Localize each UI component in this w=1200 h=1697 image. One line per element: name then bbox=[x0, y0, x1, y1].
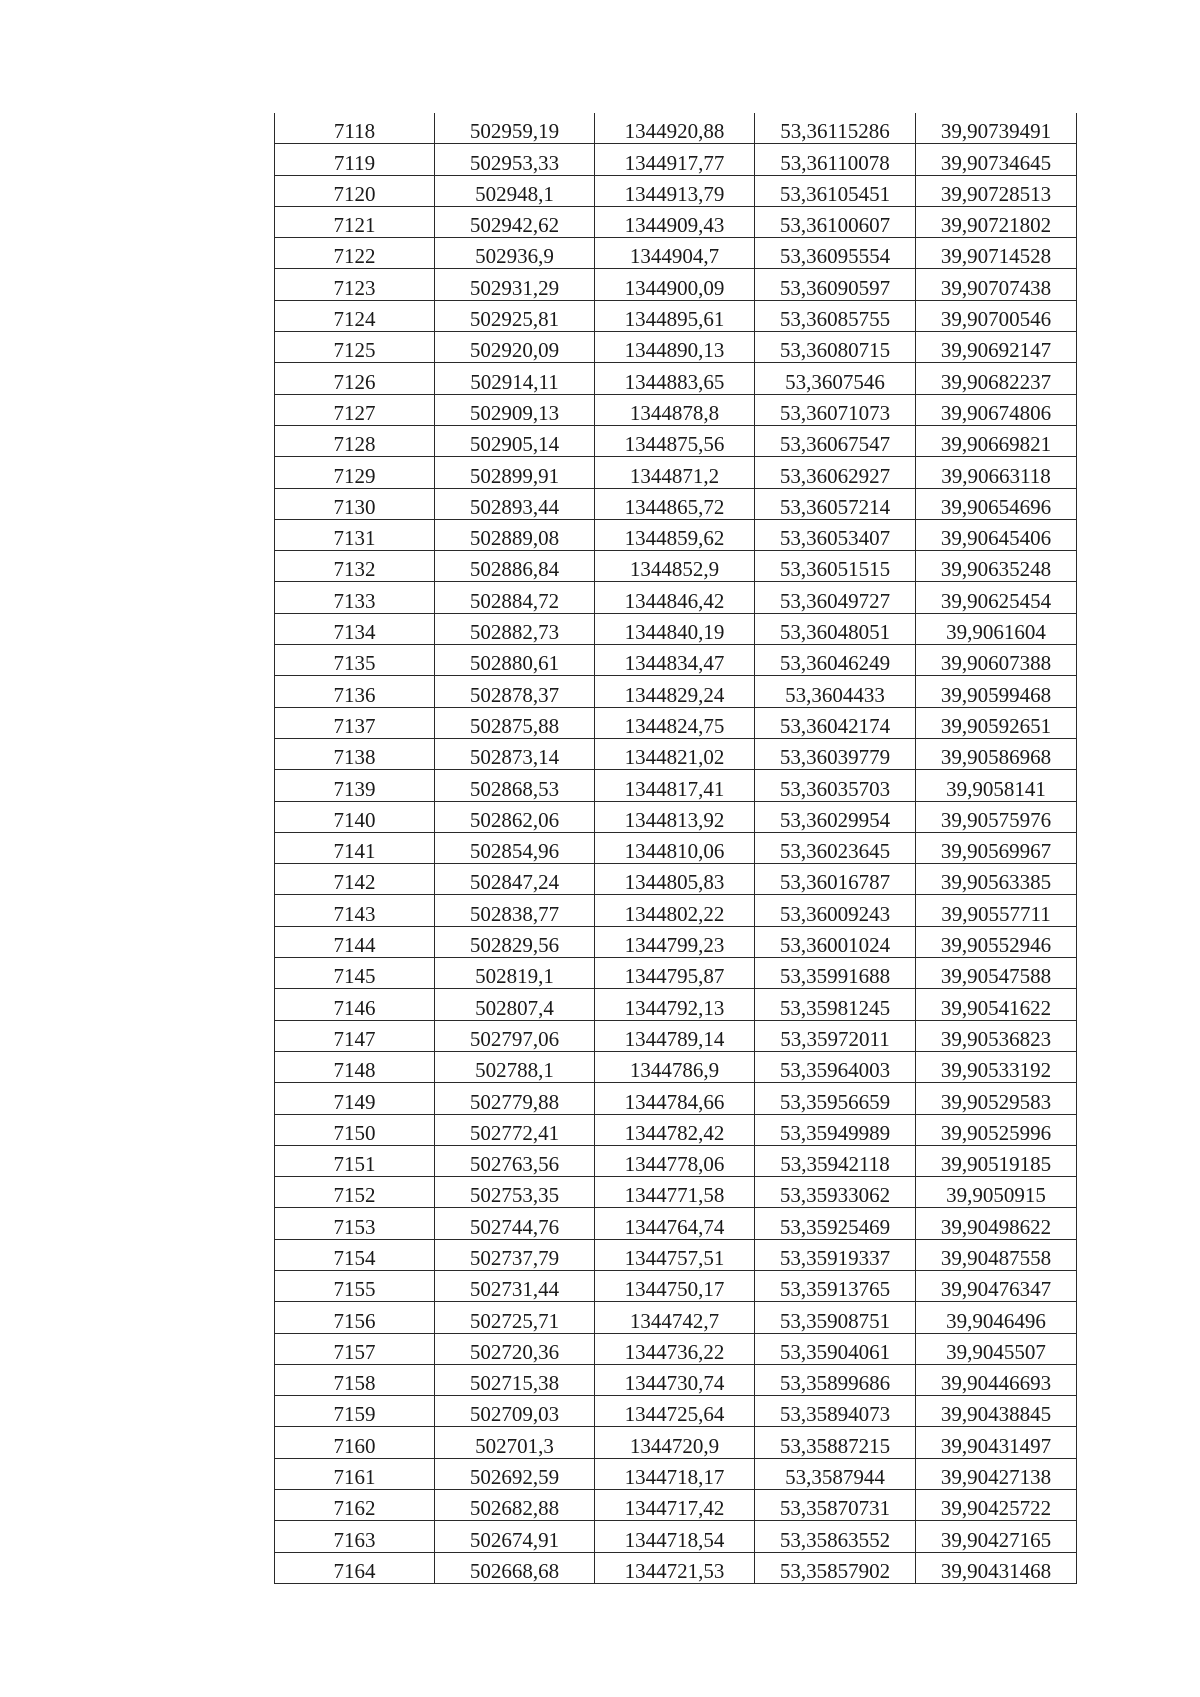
longitude-cell: 39,90519185 bbox=[916, 1145, 1077, 1176]
y-coordinate-cell: 1344878,8 bbox=[595, 394, 755, 425]
x-coordinate-cell: 502692,59 bbox=[435, 1458, 595, 1489]
y-coordinate-cell: 1344805,83 bbox=[595, 864, 755, 895]
point-number-cell: 7139 bbox=[275, 770, 435, 801]
point-number-cell: 7161 bbox=[275, 1458, 435, 1489]
x-coordinate-cell: 502884,72 bbox=[435, 582, 595, 613]
point-number-cell: 7151 bbox=[275, 1145, 435, 1176]
longitude-cell: 39,90536823 bbox=[916, 1020, 1077, 1051]
latitude-cell: 53,36051515 bbox=[755, 551, 916, 582]
table-row bbox=[275, 519, 1077, 550]
longitude-cell: 39,90525996 bbox=[916, 1114, 1077, 1145]
latitude-cell: 53,35870731 bbox=[755, 1490, 916, 1521]
x-coordinate-cell: 502682,88 bbox=[435, 1490, 595, 1521]
longitude-cell: 39,90438845 bbox=[916, 1396, 1077, 1427]
longitude-cell: 39,90476347 bbox=[916, 1270, 1077, 1301]
x-coordinate-cell: 502875,88 bbox=[435, 707, 595, 738]
y-coordinate-cell: 1344718,17 bbox=[595, 1458, 755, 1489]
table-row bbox=[275, 958, 1077, 989]
latitude-cell: 53,36090597 bbox=[755, 269, 916, 300]
table-row bbox=[275, 801, 1077, 832]
latitude-cell: 53,35904061 bbox=[755, 1333, 916, 1364]
point-number-cell: 7140 bbox=[275, 801, 435, 832]
latitude-cell: 53,36053407 bbox=[755, 519, 916, 550]
table-row bbox=[275, 1302, 1077, 1333]
y-coordinate-cell: 1344771,58 bbox=[595, 1177, 755, 1208]
y-coordinate-cell: 1344730,74 bbox=[595, 1364, 755, 1395]
y-coordinate-cell: 1344799,23 bbox=[595, 926, 755, 957]
y-coordinate-cell: 1344846,42 bbox=[595, 582, 755, 613]
y-coordinate-cell: 1344920,88 bbox=[595, 113, 755, 144]
latitude-cell: 53,35899686 bbox=[755, 1364, 916, 1395]
x-coordinate-cell: 502720,36 bbox=[435, 1333, 595, 1364]
table-row bbox=[275, 1552, 1077, 1583]
table-row bbox=[275, 582, 1077, 613]
x-coordinate-cell: 502737,79 bbox=[435, 1239, 595, 1270]
y-coordinate-cell: 1344900,09 bbox=[595, 269, 755, 300]
x-coordinate-cell: 502880,61 bbox=[435, 645, 595, 676]
x-coordinate-cell: 502953,33 bbox=[435, 144, 595, 175]
x-coordinate-cell: 502909,13 bbox=[435, 394, 595, 425]
table-row bbox=[275, 926, 1077, 957]
longitude-cell: 39,9050915 bbox=[916, 1177, 1077, 1208]
table-row bbox=[275, 1083, 1077, 1114]
longitude-cell: 39,90682237 bbox=[916, 363, 1077, 394]
table-row bbox=[275, 144, 1077, 175]
point-number-cell: 7136 bbox=[275, 676, 435, 707]
point-number-cell: 7157 bbox=[275, 1333, 435, 1364]
x-coordinate-cell: 502725,71 bbox=[435, 1302, 595, 1333]
point-number-cell: 7144 bbox=[275, 926, 435, 957]
x-coordinate-cell: 502788,1 bbox=[435, 1051, 595, 1082]
table-row bbox=[275, 1333, 1077, 1364]
y-coordinate-cell: 1344829,24 bbox=[595, 676, 755, 707]
y-coordinate-cell: 1344883,65 bbox=[595, 363, 755, 394]
point-number-cell: 7128 bbox=[275, 425, 435, 456]
table-row bbox=[275, 363, 1077, 394]
x-coordinate-cell: 502931,29 bbox=[435, 269, 595, 300]
longitude-cell: 39,90427138 bbox=[916, 1458, 1077, 1489]
latitude-cell: 53,35942118 bbox=[755, 1145, 916, 1176]
point-number-cell: 7129 bbox=[275, 457, 435, 488]
table-row bbox=[275, 206, 1077, 237]
longitude-cell: 39,90586968 bbox=[916, 738, 1077, 769]
x-coordinate-cell: 502668,68 bbox=[435, 1552, 595, 1583]
longitude-cell: 39,90498622 bbox=[916, 1208, 1077, 1239]
longitude-cell: 39,90541622 bbox=[916, 989, 1077, 1020]
table-row bbox=[275, 676, 1077, 707]
point-number-cell: 7163 bbox=[275, 1521, 435, 1552]
x-coordinate-cell: 502772,41 bbox=[435, 1114, 595, 1145]
latitude-cell: 53,35964003 bbox=[755, 1051, 916, 1082]
x-coordinate-cell: 502731,44 bbox=[435, 1270, 595, 1301]
x-coordinate-cell: 502797,06 bbox=[435, 1020, 595, 1051]
latitude-cell: 53,36016787 bbox=[755, 864, 916, 895]
longitude-cell: 39,90425722 bbox=[916, 1490, 1077, 1521]
x-coordinate-cell: 502959,19 bbox=[435, 113, 595, 144]
table-row bbox=[275, 425, 1077, 456]
y-coordinate-cell: 1344913,79 bbox=[595, 175, 755, 206]
longitude-cell: 39,90635248 bbox=[916, 551, 1077, 582]
longitude-cell: 39,90654696 bbox=[916, 488, 1077, 519]
y-coordinate-cell: 1344840,19 bbox=[595, 613, 755, 644]
latitude-cell: 53,36049727 bbox=[755, 582, 916, 613]
point-number-cell: 7155 bbox=[275, 1270, 435, 1301]
y-coordinate-cell: 1344909,43 bbox=[595, 206, 755, 237]
x-coordinate-cell: 502948,1 bbox=[435, 175, 595, 206]
longitude-cell: 39,90487558 bbox=[916, 1239, 1077, 1270]
longitude-cell: 39,90728513 bbox=[916, 175, 1077, 206]
coordinates-table-body bbox=[275, 113, 1077, 1583]
x-coordinate-cell: 502807,4 bbox=[435, 989, 595, 1020]
latitude-cell: 53,35913765 bbox=[755, 1270, 916, 1301]
latitude-cell: 53,36009243 bbox=[755, 895, 916, 926]
y-coordinate-cell: 1344802,22 bbox=[595, 895, 755, 926]
point-number-cell: 7149 bbox=[275, 1083, 435, 1114]
table-row bbox=[275, 300, 1077, 331]
longitude-cell: 39,90552946 bbox=[916, 926, 1077, 957]
latitude-cell: 53,35919337 bbox=[755, 1239, 916, 1270]
table-row bbox=[275, 551, 1077, 582]
longitude-cell: 39,90431497 bbox=[916, 1427, 1077, 1458]
latitude-cell: 53,36085755 bbox=[755, 300, 916, 331]
latitude-cell: 53,36057214 bbox=[755, 488, 916, 519]
table-row bbox=[275, 113, 1077, 144]
latitude-cell: 53,36080715 bbox=[755, 332, 916, 363]
latitude-cell: 53,35925469 bbox=[755, 1208, 916, 1239]
y-coordinate-cell: 1344875,56 bbox=[595, 425, 755, 456]
point-number-cell: 7154 bbox=[275, 1239, 435, 1270]
point-number-cell: 7143 bbox=[275, 895, 435, 926]
x-coordinate-cell: 502854,96 bbox=[435, 832, 595, 863]
table-row bbox=[275, 1239, 1077, 1270]
y-coordinate-cell: 1344813,92 bbox=[595, 801, 755, 832]
y-coordinate-cell: 1344757,51 bbox=[595, 1239, 755, 1270]
point-number-cell: 7158 bbox=[275, 1364, 435, 1395]
x-coordinate-cell: 502709,03 bbox=[435, 1396, 595, 1427]
point-number-cell: 7132 bbox=[275, 551, 435, 582]
point-number-cell: 7156 bbox=[275, 1302, 435, 1333]
table-row bbox=[275, 1270, 1077, 1301]
table-row bbox=[275, 394, 1077, 425]
latitude-cell: 53,36062927 bbox=[755, 457, 916, 488]
table-row bbox=[275, 1396, 1077, 1427]
y-coordinate-cell: 1344834,47 bbox=[595, 645, 755, 676]
x-coordinate-cell: 502936,9 bbox=[435, 238, 595, 269]
longitude-cell: 39,9058141 bbox=[916, 770, 1077, 801]
x-coordinate-cell: 502701,3 bbox=[435, 1427, 595, 1458]
y-coordinate-cell: 1344789,14 bbox=[595, 1020, 755, 1051]
latitude-cell: 53,35857902 bbox=[755, 1552, 916, 1583]
x-coordinate-cell: 502868,53 bbox=[435, 770, 595, 801]
longitude-cell: 39,90599468 bbox=[916, 676, 1077, 707]
point-number-cell: 7123 bbox=[275, 269, 435, 300]
point-number-cell: 7134 bbox=[275, 613, 435, 644]
table-row bbox=[275, 1427, 1077, 1458]
x-coordinate-cell: 502838,77 bbox=[435, 895, 595, 926]
longitude-cell: 39,90592651 bbox=[916, 707, 1077, 738]
latitude-cell: 53,36110078 bbox=[755, 144, 916, 175]
table-row bbox=[275, 707, 1077, 738]
point-number-cell: 7120 bbox=[275, 175, 435, 206]
table-row bbox=[275, 238, 1077, 269]
longitude-cell: 39,90446693 bbox=[916, 1364, 1077, 1395]
longitude-cell: 39,90625454 bbox=[916, 582, 1077, 613]
latitude-cell: 53,36035703 bbox=[755, 770, 916, 801]
table-row bbox=[275, 332, 1077, 363]
point-number-cell: 7125 bbox=[275, 332, 435, 363]
x-coordinate-cell: 502763,56 bbox=[435, 1145, 595, 1176]
x-coordinate-cell: 502920,09 bbox=[435, 332, 595, 363]
x-coordinate-cell: 502753,35 bbox=[435, 1177, 595, 1208]
table-row bbox=[275, 1490, 1077, 1521]
point-number-cell: 7131 bbox=[275, 519, 435, 550]
table-row bbox=[275, 269, 1077, 300]
latitude-cell: 53,36039779 bbox=[755, 738, 916, 769]
point-number-cell: 7160 bbox=[275, 1427, 435, 1458]
point-number-cell: 7127 bbox=[275, 394, 435, 425]
y-coordinate-cell: 1344890,13 bbox=[595, 332, 755, 363]
y-coordinate-cell: 1344852,9 bbox=[595, 551, 755, 582]
point-number-cell: 7150 bbox=[275, 1114, 435, 1145]
x-coordinate-cell: 502914,11 bbox=[435, 363, 595, 394]
table-row bbox=[275, 1521, 1077, 1552]
longitude-cell: 39,90721802 bbox=[916, 206, 1077, 237]
y-coordinate-cell: 1344795,87 bbox=[595, 958, 755, 989]
x-coordinate-cell: 502847,24 bbox=[435, 864, 595, 895]
longitude-cell: 39,90557711 bbox=[916, 895, 1077, 926]
longitude-cell: 39,9061604 bbox=[916, 613, 1077, 644]
latitude-cell: 53,36042174 bbox=[755, 707, 916, 738]
point-number-cell: 7124 bbox=[275, 300, 435, 331]
longitude-cell: 39,90645406 bbox=[916, 519, 1077, 550]
latitude-cell: 53,35991688 bbox=[755, 958, 916, 989]
point-number-cell: 7119 bbox=[275, 144, 435, 175]
longitude-cell: 39,90607388 bbox=[916, 645, 1077, 676]
longitude-cell: 39,90674806 bbox=[916, 394, 1077, 425]
x-coordinate-cell: 502942,62 bbox=[435, 206, 595, 237]
latitude-cell: 53,36029954 bbox=[755, 801, 916, 832]
point-number-cell: 7121 bbox=[275, 206, 435, 237]
longitude-cell: 39,9046496 bbox=[916, 1302, 1077, 1333]
table-row bbox=[275, 1145, 1077, 1176]
y-coordinate-cell: 1344750,17 bbox=[595, 1270, 755, 1301]
latitude-cell: 53,35956659 bbox=[755, 1083, 916, 1114]
longitude-cell: 39,90739491 bbox=[916, 113, 1077, 144]
latitude-cell: 53,36001024 bbox=[755, 926, 916, 957]
longitude-cell: 39,9045507 bbox=[916, 1333, 1077, 1364]
y-coordinate-cell: 1344782,42 bbox=[595, 1114, 755, 1145]
y-coordinate-cell: 1344717,42 bbox=[595, 1490, 755, 1521]
longitude-cell: 39,90431468 bbox=[916, 1552, 1077, 1583]
point-number-cell: 7147 bbox=[275, 1020, 435, 1051]
coordinates-table bbox=[274, 113, 1077, 1584]
latitude-cell: 53,3587944 bbox=[755, 1458, 916, 1489]
table-row bbox=[275, 175, 1077, 206]
x-coordinate-cell: 502899,91 bbox=[435, 457, 595, 488]
x-coordinate-cell: 502744,76 bbox=[435, 1208, 595, 1239]
x-coordinate-cell: 502873,14 bbox=[435, 738, 595, 769]
longitude-cell: 39,90575976 bbox=[916, 801, 1077, 832]
x-coordinate-cell: 502893,44 bbox=[435, 488, 595, 519]
y-coordinate-cell: 1344792,13 bbox=[595, 989, 755, 1020]
point-number-cell: 7159 bbox=[275, 1396, 435, 1427]
latitude-cell: 53,35887215 bbox=[755, 1427, 916, 1458]
longitude-cell: 39,90700546 bbox=[916, 300, 1077, 331]
y-coordinate-cell: 1344895,61 bbox=[595, 300, 755, 331]
point-number-cell: 7138 bbox=[275, 738, 435, 769]
longitude-cell: 39,90714528 bbox=[916, 238, 1077, 269]
longitude-cell: 39,90533192 bbox=[916, 1051, 1077, 1082]
x-coordinate-cell: 502862,06 bbox=[435, 801, 595, 832]
y-coordinate-cell: 1344865,72 bbox=[595, 488, 755, 519]
latitude-cell: 53,35949989 bbox=[755, 1114, 916, 1145]
point-number-cell: 7133 bbox=[275, 582, 435, 613]
point-number-cell: 7164 bbox=[275, 1552, 435, 1583]
y-coordinate-cell: 1344821,02 bbox=[595, 738, 755, 769]
point-number-cell: 7126 bbox=[275, 363, 435, 394]
longitude-cell: 39,90569967 bbox=[916, 832, 1077, 863]
longitude-cell: 39,90707438 bbox=[916, 269, 1077, 300]
latitude-cell: 53,36095554 bbox=[755, 238, 916, 269]
table-row bbox=[275, 1458, 1077, 1489]
table-row bbox=[275, 645, 1077, 676]
x-coordinate-cell: 502674,91 bbox=[435, 1521, 595, 1552]
y-coordinate-cell: 1344904,7 bbox=[595, 238, 755, 269]
table-row bbox=[275, 832, 1077, 863]
latitude-cell: 53,35933062 bbox=[755, 1177, 916, 1208]
point-number-cell: 7122 bbox=[275, 238, 435, 269]
latitude-cell: 53,35972011 bbox=[755, 1020, 916, 1051]
table-row bbox=[275, 989, 1077, 1020]
table-row bbox=[275, 1051, 1077, 1082]
y-coordinate-cell: 1344736,22 bbox=[595, 1333, 755, 1364]
y-coordinate-cell: 1344764,74 bbox=[595, 1208, 755, 1239]
y-coordinate-cell: 1344742,7 bbox=[595, 1302, 755, 1333]
latitude-cell: 53,36048051 bbox=[755, 613, 916, 644]
table-row bbox=[275, 1177, 1077, 1208]
point-number-cell: 7130 bbox=[275, 488, 435, 519]
table-row bbox=[275, 770, 1077, 801]
longitude-cell: 39,90427165 bbox=[916, 1521, 1077, 1552]
y-coordinate-cell: 1344778,06 bbox=[595, 1145, 755, 1176]
table-row bbox=[275, 1114, 1077, 1145]
y-coordinate-cell: 1344721,53 bbox=[595, 1552, 755, 1583]
point-number-cell: 7148 bbox=[275, 1051, 435, 1082]
longitude-cell: 39,90692147 bbox=[916, 332, 1077, 363]
y-coordinate-cell: 1344824,75 bbox=[595, 707, 755, 738]
y-coordinate-cell: 1344859,62 bbox=[595, 519, 755, 550]
point-number-cell: 7153 bbox=[275, 1208, 435, 1239]
y-coordinate-cell: 1344784,66 bbox=[595, 1083, 755, 1114]
table-row bbox=[275, 457, 1077, 488]
latitude-cell: 53,36067547 bbox=[755, 425, 916, 456]
point-number-cell: 7142 bbox=[275, 864, 435, 895]
x-coordinate-cell: 502878,37 bbox=[435, 676, 595, 707]
table-row bbox=[275, 1364, 1077, 1395]
y-coordinate-cell: 1344720,9 bbox=[595, 1427, 755, 1458]
table-row bbox=[275, 895, 1077, 926]
longitude-cell: 39,90547588 bbox=[916, 958, 1077, 989]
longitude-cell: 39,90529583 bbox=[916, 1083, 1077, 1114]
y-coordinate-cell: 1344810,06 bbox=[595, 832, 755, 863]
longitude-cell: 39,90663118 bbox=[916, 457, 1077, 488]
y-coordinate-cell: 1344786,9 bbox=[595, 1051, 755, 1082]
latitude-cell: 53,36105451 bbox=[755, 175, 916, 206]
latitude-cell: 53,36023645 bbox=[755, 832, 916, 863]
y-coordinate-cell: 1344871,2 bbox=[595, 457, 755, 488]
latitude-cell: 53,36071073 bbox=[755, 394, 916, 425]
y-coordinate-cell: 1344725,64 bbox=[595, 1396, 755, 1427]
table-row bbox=[275, 1020, 1077, 1051]
table-row bbox=[275, 1208, 1077, 1239]
point-number-cell: 7118 bbox=[275, 113, 435, 144]
y-coordinate-cell: 1344718,54 bbox=[595, 1521, 755, 1552]
latitude-cell: 53,35908751 bbox=[755, 1302, 916, 1333]
x-coordinate-cell: 502819,1 bbox=[435, 958, 595, 989]
x-coordinate-cell: 502829,56 bbox=[435, 926, 595, 957]
latitude-cell: 53,35894073 bbox=[755, 1396, 916, 1427]
longitude-cell: 39,90563385 bbox=[916, 864, 1077, 895]
x-coordinate-cell: 502889,08 bbox=[435, 519, 595, 550]
latitude-cell: 53,3607546 bbox=[755, 363, 916, 394]
y-coordinate-cell: 1344917,77 bbox=[595, 144, 755, 175]
table-row bbox=[275, 613, 1077, 644]
point-number-cell: 7145 bbox=[275, 958, 435, 989]
point-number-cell: 7162 bbox=[275, 1490, 435, 1521]
latitude-cell: 53,3604433 bbox=[755, 676, 916, 707]
point-number-cell: 7152 bbox=[275, 1177, 435, 1208]
longitude-cell: 39,90734645 bbox=[916, 144, 1077, 175]
point-number-cell: 7141 bbox=[275, 832, 435, 863]
latitude-cell: 53,35863552 bbox=[755, 1521, 916, 1552]
table-row bbox=[275, 488, 1077, 519]
y-coordinate-cell: 1344817,41 bbox=[595, 770, 755, 801]
x-coordinate-cell: 502882,73 bbox=[435, 613, 595, 644]
point-number-cell: 7135 bbox=[275, 645, 435, 676]
table-row bbox=[275, 738, 1077, 769]
x-coordinate-cell: 502779,88 bbox=[435, 1083, 595, 1114]
longitude-cell: 39,90669821 bbox=[916, 425, 1077, 456]
latitude-cell: 53,36046249 bbox=[755, 645, 916, 676]
latitude-cell: 53,36115286 bbox=[755, 113, 916, 144]
point-number-cell: 7137 bbox=[275, 707, 435, 738]
x-coordinate-cell: 502905,14 bbox=[435, 425, 595, 456]
latitude-cell: 53,35981245 bbox=[755, 989, 916, 1020]
point-number-cell: 7146 bbox=[275, 989, 435, 1020]
table-row bbox=[275, 864, 1077, 895]
x-coordinate-cell: 502715,38 bbox=[435, 1364, 595, 1395]
latitude-cell: 53,36100607 bbox=[755, 206, 916, 237]
x-coordinate-cell: 502925,81 bbox=[435, 300, 595, 331]
x-coordinate-cell: 502886,84 bbox=[435, 551, 595, 582]
